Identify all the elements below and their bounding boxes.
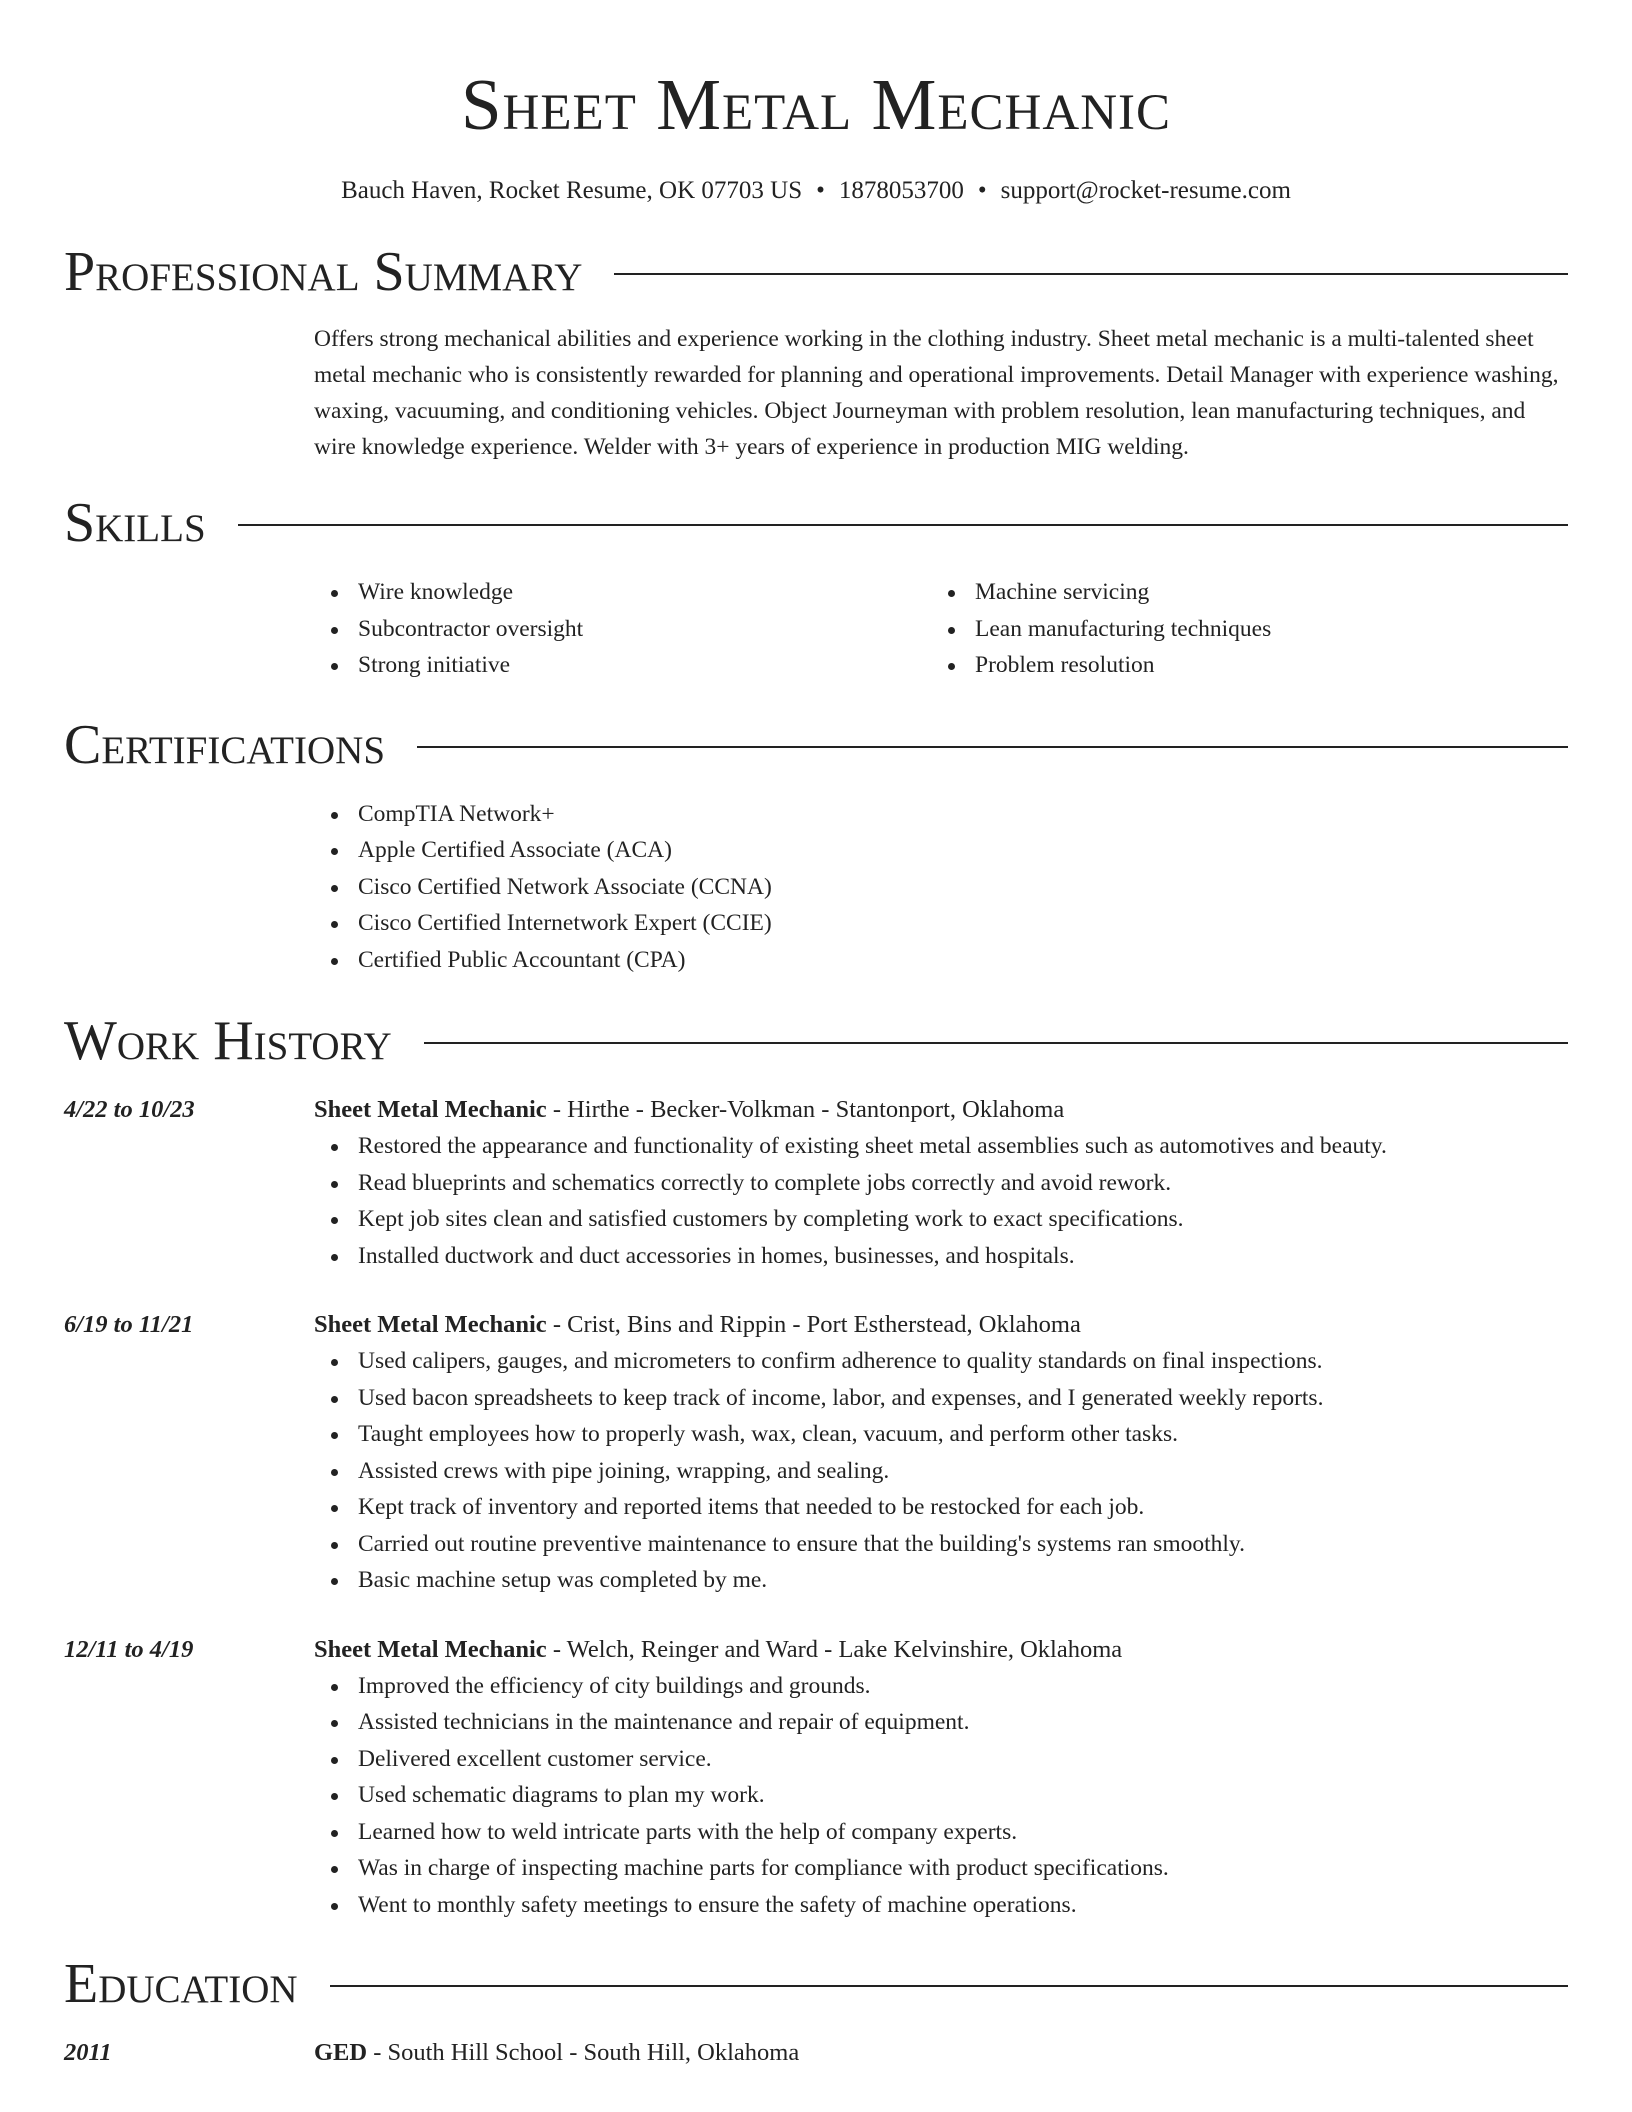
summary-title: Professional Summary (64, 241, 583, 303)
skills-section (64, 486, 1568, 684)
summary-text: Offers strong mechanical abilities and experience working in the clothing industry. Sheet metal mechanic is a multi-talented sheet metal mechanic who is consistently rewarded for planning and operational improvements. Detail Manager with experience washing, waxing, vacuuming, and conditioning vehicles. Object Journeyman with problem resolution, lean manufacturing techniques, and wire knowledge experience. Welder with 3+ years of experience in production MIG welding. (314, 326, 1559, 460)
job-bullet: Improved the efficiency of city buildings and grounds. (358, 1668, 1568, 1705)
skill-item: Wire knowledge (358, 574, 931, 611)
job-details: - Welch, Reinger and Ward - Lake Kelvinshire, Oklahoma (546, 1635, 1123, 1663)
section-divider (614, 273, 1568, 275)
summary-section (64, 235, 1568, 465)
job-bullet: Was in charge of inspecting machine parts for compliance with product specifications. (358, 1850, 1568, 1887)
resume-header (64, 0, 1568, 208)
education-title: Education (64, 1953, 298, 2015)
job-bullet-list (314, 1128, 1568, 1274)
job-bullet: Restored the appearance and functionality of existing sheet metal assemblies such as automotives and beauty. (358, 1128, 1568, 1165)
job-main (314, 1092, 1568, 1274)
job-dates: 12/11 to 4/19 (64, 1635, 194, 1663)
skill-item: Problem resolution (975, 647, 1548, 684)
job-bullet: Used schematic diagrams to plan my work. (358, 1777, 1568, 1814)
section-heading (64, 1004, 1568, 1078)
job-bullet: Read blueprints and schematics correctly to complete jobs correctly and avoid rework. (358, 1165, 1568, 1202)
skills-column-right (931, 574, 1548, 684)
job-bullet: Used calipers, gauges, and micrometers to confirm adherence to quality standards on final inspections. (358, 1343, 1568, 1380)
job-entry (64, 1092, 1568, 1274)
education-details: - South Hill School - South Hill, Oklahoma (367, 2039, 800, 2066)
contact-separator: • (977, 177, 987, 204)
job-title: Sheet Metal Mechanic (314, 1311, 547, 1338)
job-details: - Hirthe - Becker-Volkman - Stantonport, Oklahoma (546, 1096, 1065, 1123)
job-bullet-list (314, 1668, 1568, 1924)
job-bullet: Carried out routine preventive maintenance to ensure that the building's systems ran smoothly. (358, 1526, 1568, 1563)
skill-item: Machine servicing (975, 574, 1548, 611)
contact-email: support@rocket-resume.com (1000, 177, 1291, 204)
contact-line (64, 174, 1568, 208)
certification-item: Apple Certified Associate (ACA) (358, 832, 1568, 869)
skill-item: Strong initiative (358, 647, 931, 684)
section-divider (424, 1042, 1568, 1044)
section-divider (417, 746, 1568, 748)
job-main (314, 1632, 1568, 1924)
certification-item: Cisco Certified Internetwork Expert (CCIE) (358, 905, 1568, 942)
skills-grid (314, 574, 1568, 684)
certifications-list (314, 796, 1568, 979)
job-bullet: Assisted technicians in the maintenance and repair of equipment. (358, 1704, 1568, 1741)
job-bullet: Taught employees how to properly wash, wax, clean, vacuum, and perform other tasks. (358, 1416, 1568, 1453)
section-divider (330, 1985, 1568, 1987)
contact-phone: 1878053700 (838, 177, 964, 204)
section-heading (64, 235, 1568, 309)
contact-separator: • (816, 177, 825, 204)
skills-list-left (314, 574, 931, 684)
job-heading (314, 1307, 1568, 1343)
skill-item: Lean manufacturing techniques (975, 611, 1548, 648)
job-bullet: Used bacon spreadsheets to keep track of income, labor, and expenses, and I generated weekly reports. (358, 1380, 1568, 1417)
education-entry (64, 2035, 1568, 2071)
job-bullet: Kept track of inventory and reported items that needed to be restocked for each job. (358, 1489, 1568, 1526)
skills-body (64, 574, 1568, 684)
work-history-section (64, 1004, 1568, 1923)
job-heading (314, 1092, 1568, 1128)
certification-item: CompTIA Network+ (358, 796, 1568, 833)
certifications-body (64, 782, 1568, 979)
section-divider (238, 524, 1568, 526)
certification-item: Certified Public Accountant (CPA) (358, 942, 1568, 979)
education-main (314, 2035, 1568, 2071)
education-section (64, 1947, 1568, 2071)
section-heading (64, 708, 1568, 782)
job-heading (314, 1632, 1568, 1668)
skills-column-left (314, 574, 931, 684)
job-title: Sheet Metal Mechanic (314, 1635, 547, 1663)
candidate-name: Sheet Metal Mechanic (460, 64, 1172, 145)
job-dates: 4/22 to 10/23 (64, 1096, 195, 1123)
section-heading (64, 1947, 1568, 2021)
job-bullet: Assisted crews with pipe joining, wrapping, and sealing. (358, 1453, 1568, 1490)
skills-title: Skills (64, 492, 206, 554)
section-heading (64, 486, 1568, 560)
job-bullet: Went to monthly safety meetings to ensure the safety of machine operations. (358, 1887, 1568, 1924)
education-degree: GED (314, 2039, 368, 2066)
job-bullet: Basic machine setup was completed by me. (358, 1562, 1568, 1599)
job-title: Sheet Metal Mechanic (314, 1096, 547, 1123)
skills-list-right (931, 574, 1548, 684)
work-history-title: Work History (64, 1010, 392, 1072)
job-dates: 6/19 to 11/21 (64, 1311, 194, 1338)
job-bullet-list (314, 1343, 1568, 1599)
certification-item: Cisco Certified Network Associate (CCNA) (358, 869, 1568, 906)
education-date: 2011 (64, 2039, 112, 2066)
certifications-section (64, 708, 1568, 979)
job-main (314, 1307, 1568, 1599)
summary-body (64, 321, 1568, 465)
job-details: - Crist, Bins and Rippin - Port Estherstead, Oklahoma (546, 1311, 1081, 1338)
job-bullet: Kept job sites clean and satisfied customers by completing work to exact specifications. (358, 1201, 1568, 1238)
job-bullet: Installed ductwork and duct accessories in homes, businesses, and hospitals. (358, 1238, 1568, 1275)
contact-address: Bauch Haven, Rocket Resume, OK 07703 US (341, 177, 803, 204)
job-entry (64, 1632, 1568, 1924)
education-heading (314, 2035, 1568, 2071)
certifications-title: Certifications (64, 713, 386, 776)
job-bullet: Learned how to weld intricate parts with the help of company experts. (358, 1814, 1568, 1851)
job-bullet: Delivered excellent customer service. (358, 1741, 1568, 1778)
skill-item: Subcontractor oversight (358, 611, 931, 648)
job-entry (64, 1307, 1568, 1599)
